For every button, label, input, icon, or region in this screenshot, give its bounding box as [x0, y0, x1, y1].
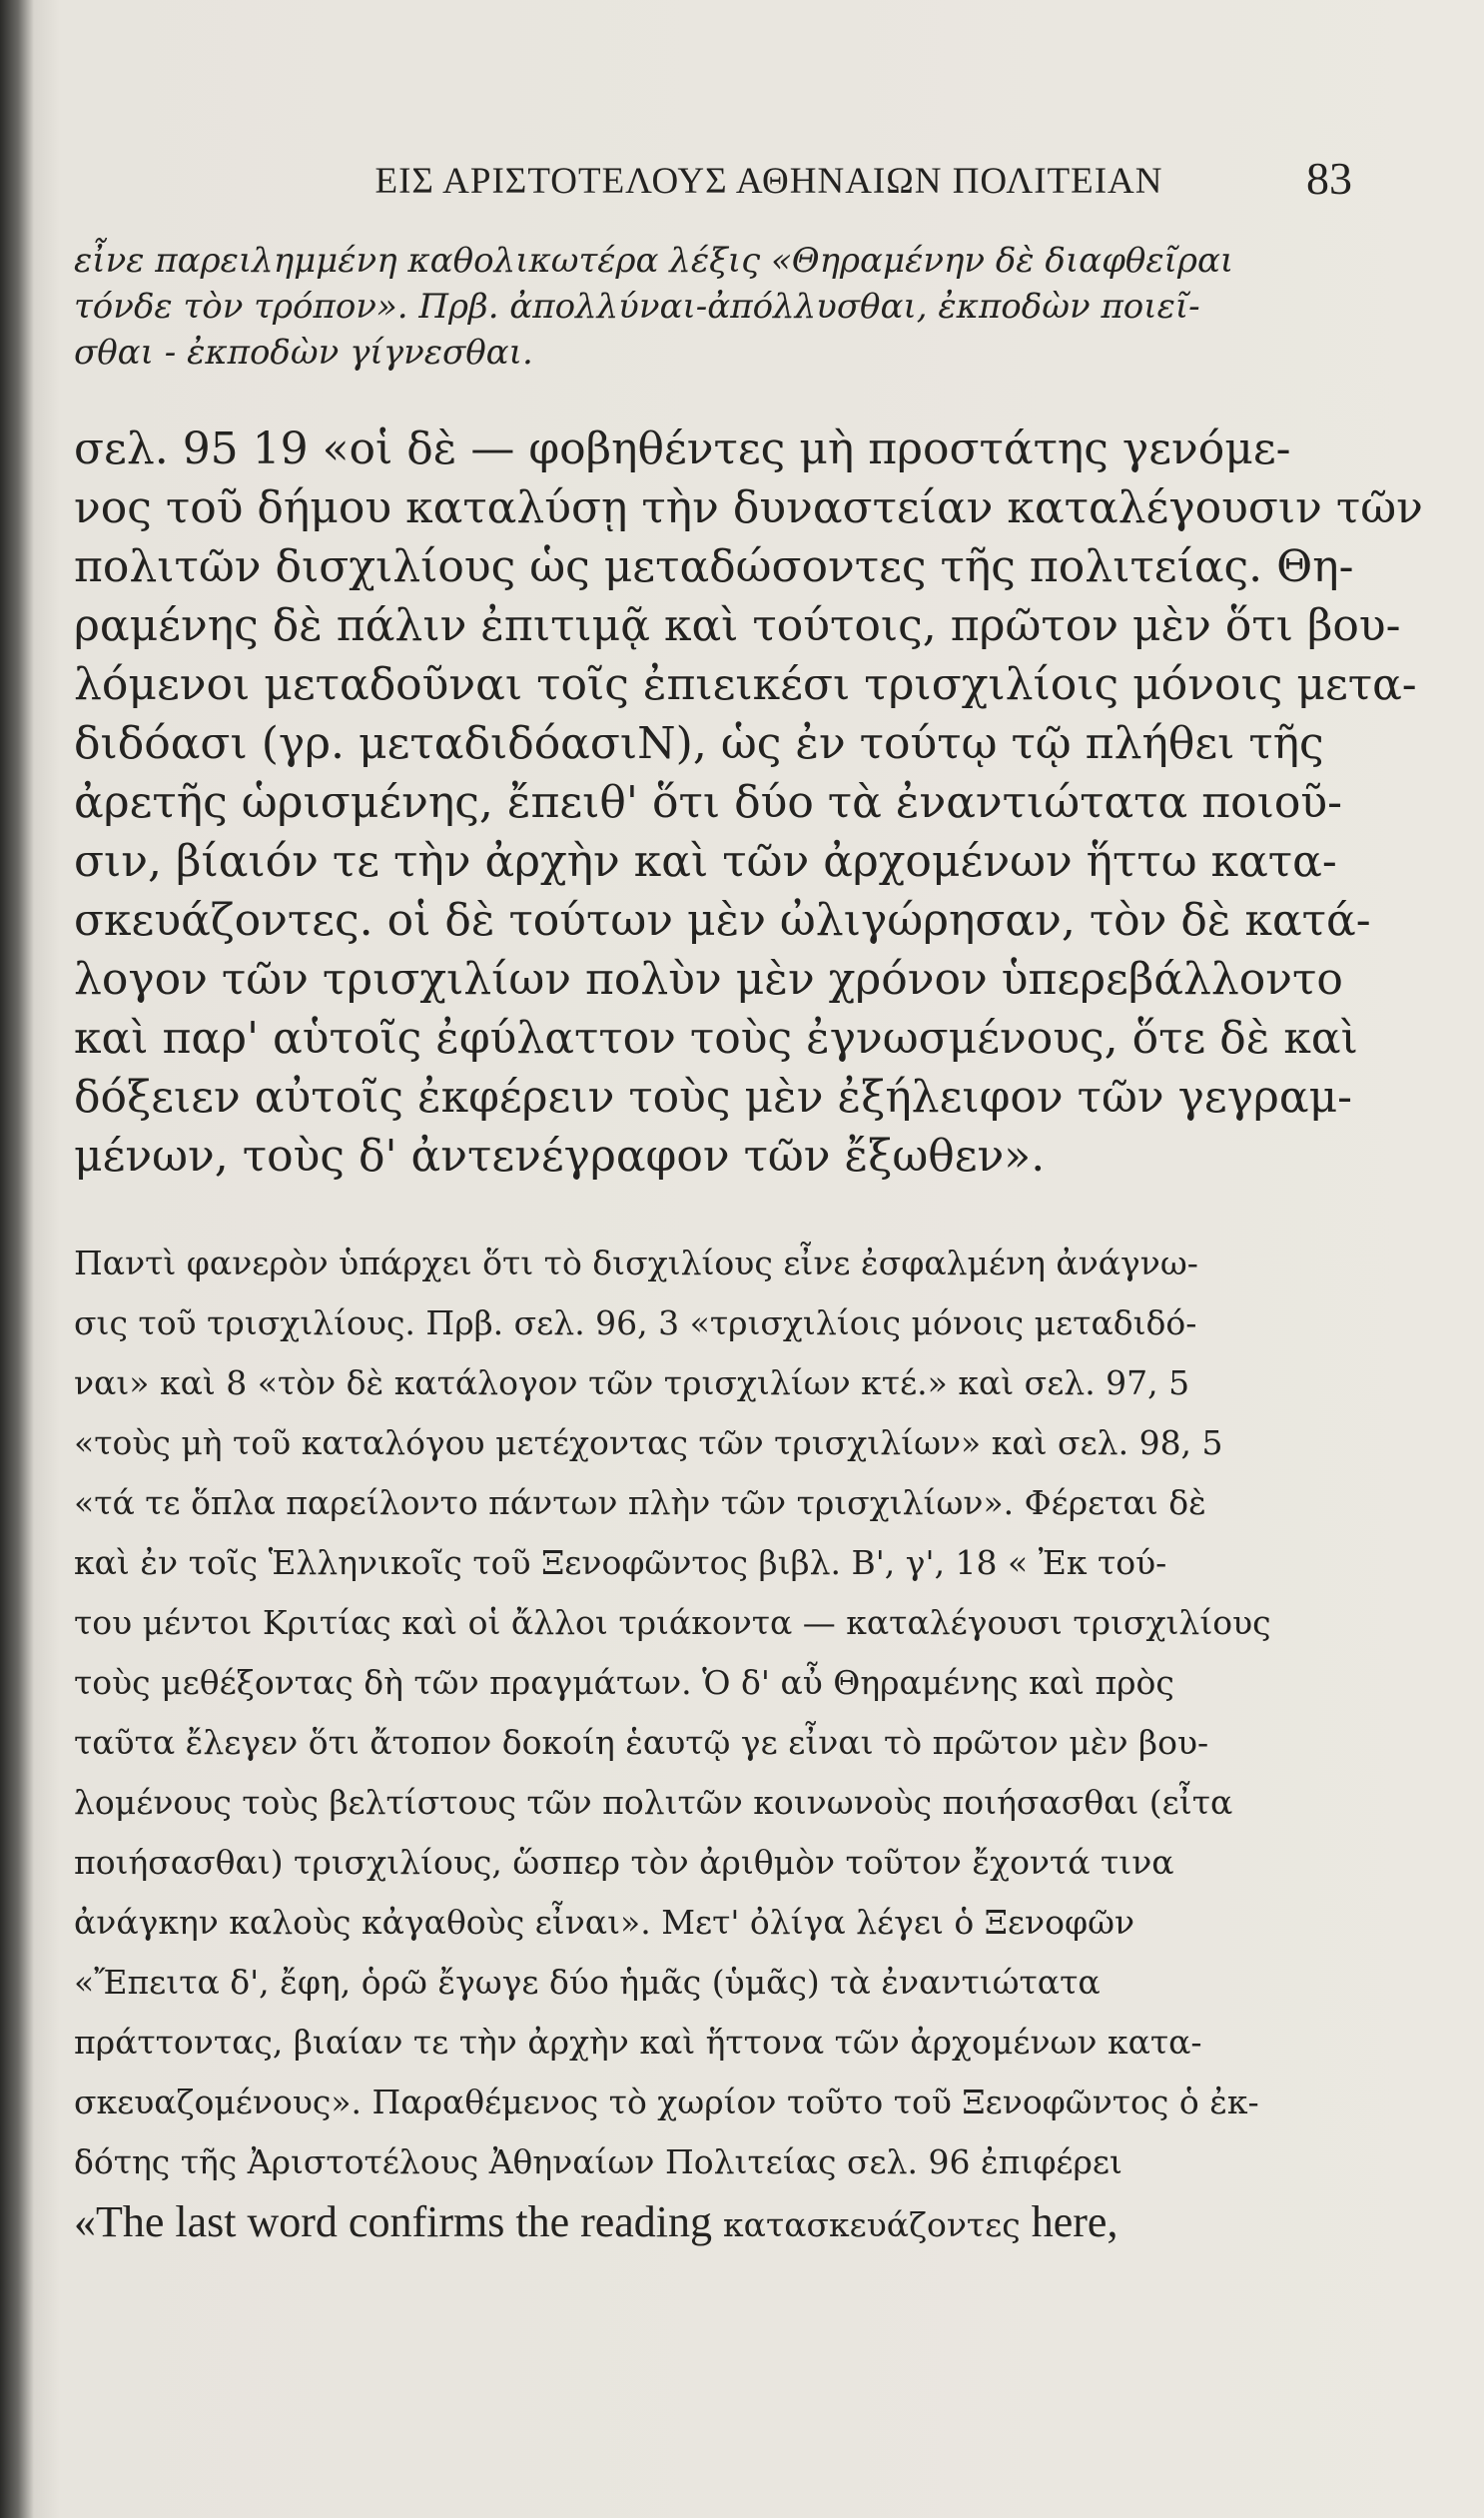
greek-word: κατασκευάζοντες: [723, 2205, 1021, 2244]
english-text: «The last word confirms the reading: [74, 2197, 724, 2246]
text-line: σις τοῦ τρισχιλίους. Πρβ. σελ. 96, 3 «τρισχιλίοις μόνοις μεταδιδό-: [74, 1303, 1197, 1342]
english-quote-line: [74, 2192, 1434, 2255]
text-line: ναι» καὶ 8 «τὸν δὲ κατάλογον τῶν τρισχιλίων κτέ.» καὶ σελ. 97, 5: [74, 1363, 1190, 1402]
text-line: σκευαζομένους». Παραθέμενος τὸ χωρίον τοῦτο τοῦ Ξενοφῶντος ὁ ἐκ-: [74, 2083, 1259, 2121]
text-line: λογον τῶν τρισχιλίων πολὺν μὲν χρόνον ὑπερεβάλλοντο: [74, 954, 1343, 1005]
text-line: σελ. 95 19 «οἱ δὲ — φοβηθέντες μὴ προστάτης γενόμε-: [74, 423, 1291, 474]
text-line: σθαι - ἐκποδὼν γίγνεσθαι.: [74, 333, 533, 373]
text-line: μένων, τοὺς δ' ἀντενέγραφον τῶν ἔξωθεν».: [74, 1131, 1046, 1182]
text-line: σκευάζοντες. οἱ δὲ τούτων μὲν ὠλιγώρησαν, τὸν δὲ κατά-: [74, 895, 1371, 946]
text-line: σιν, βίαιόν τε τὴν ἀρχὴν καὶ τῶν ἀρχομένων ἥττω κατα-: [74, 836, 1337, 887]
text-line: ἀρετῆς ὡρισμένης, ἔπειθ' ὅτι δύο τὰ ἐναντιώτατα ποιοῦ-: [74, 777, 1342, 828]
text-line: «τά τε ὅπλα παρείλοντο πάντων πλὴν τῶν τρισχιλίων». Φέρεται δὲ: [74, 1483, 1206, 1522]
text-line: ποιήσασθαι) τρισχιλίους, ὥσπερ τὸν ἀριθμὸν τοῦτον ἔχοντά τινα: [74, 1843, 1174, 1882]
text-line: πράττοντας, βιαίαν τε τὴν ἀρχὴν καὶ ἥττονα τῶν ἀρχομένων κατα-: [74, 2023, 1202, 2062]
commentary-paragraph: [74, 1234, 1434, 2255]
page-number: 83: [1306, 153, 1352, 204]
text-line: δότης τῆς Ἀριστοτέλους Ἀθηναίων Πολιτείας σελ. 96 ἐπιφέρει: [74, 2142, 1122, 2181]
text-line: πολιτῶν δισχιλίους ὡς μεταδώσοντες τῆς πολιτείας. Θη-: [74, 541, 1354, 592]
text-line: δόξειεν αὐτοῖς ἐκφέρειν τοὺς μὲν ἐξήλειφον τῶν γεγραμ-: [74, 1072, 1353, 1123]
text-line: λόμενοι μεταδοῦναι τοῖς ἐπιεικέσι τρισχιλίοις μόνοις μετα-: [74, 659, 1417, 710]
text-line: καὶ ἐν τοῖς Ἑλληνικοῖς τοῦ Ξενοφῶντος βιβλ. Β', γ', 18 « Ἐκ τού-: [74, 1543, 1167, 1582]
text-line: ραμένης δὲ πάλιν ἐπιτιμᾷ καὶ τούτοις, πρῶτον μὲν ὅτι βου-: [74, 600, 1401, 651]
text-line: καὶ παρ' αὑτοῖς ἐφύλαττον τοὺς ἐγνωσμένους, ὅτε δὲ καὶ: [74, 1013, 1358, 1064]
text-line: του μέντοι Κριτίας καὶ οἱ ἄλλοι τριάκοντα — καταλέγουσι τρισχιλίους: [74, 1603, 1271, 1642]
text-line: Παντὶ φανερὸν ὑπάρχει ὅτι τὸ δισχιλίους εἶνε ἐσφαλμένη ἀνάγνω-: [74, 1244, 1198, 1282]
english-text: here,: [1020, 2197, 1118, 2246]
text-line: «τοὺς μὴ τοῦ καταλόγου μετέχοντας τῶν τρισχιλίων» καὶ σελ. 98, 5: [74, 1423, 1223, 1462]
text-line: «Ἔπειτα δ', ἔφη, ὁρῶ ἔγωγε δύο ἡμᾶς (ὑμᾶς) τὰ ἐναντιώτατα: [74, 1963, 1101, 2002]
text-line: εἶνε παρειλημμένη καθολικωτέρα λέξις «Θηραμένην δὲ διαφθεῖραι: [74, 241, 1234, 281]
text-line: τόνδε τὸν τρόπον». Πρβ. ἀπολλύναι-ἀπόλλυσθαι, ἐκποδὼν ποιεῖ-: [74, 287, 1200, 327]
text-line: νος τοῦ δήμου καταλύσῃ τὴν δυναστείαν καταλέγουσιν τῶν: [74, 482, 1423, 533]
intro-paragraph: [74, 238, 1434, 376]
text-line: διδόασι (γρ. μεταδιδόασιΝ), ὡς ἐν τούτῳ τῷ πλήθει τῆς: [74, 718, 1324, 769]
text-line: ἀνάγκην καλοὺς κἀγαθοὺς εἶναι». Μετ' ὀλίγα λέγει ὁ Ξενοφῶν: [74, 1903, 1135, 1942]
running-header: ΕΙΣ ΑΡΙΣΤΟΤΕΛΟΥΣ ΑΘΗΝΑΙΩΝ ΠΟΛΙΤΕΙΑΝ: [374, 161, 1163, 202]
text-line: ταῦτα ἔλεγεν ὅτι ἄτοπον δοκοίη ἑαυτῷ γε εἶναι τὸ πρῶτον μὲν βου-: [74, 1723, 1209, 1762]
text-line: λομένους τοὺς βελτίστους τῶν πολιτῶν κοινωνοὺς ποιήσασθαι (εἶτα: [74, 1783, 1233, 1822]
text-line: τοὺς μεθέξοντας δὴ τῶν πραγμάτων. Ὁ δ' αὖ Θηραμένης καὶ πρὸς: [74, 1663, 1174, 1702]
quoted-passage: [74, 420, 1434, 1186]
